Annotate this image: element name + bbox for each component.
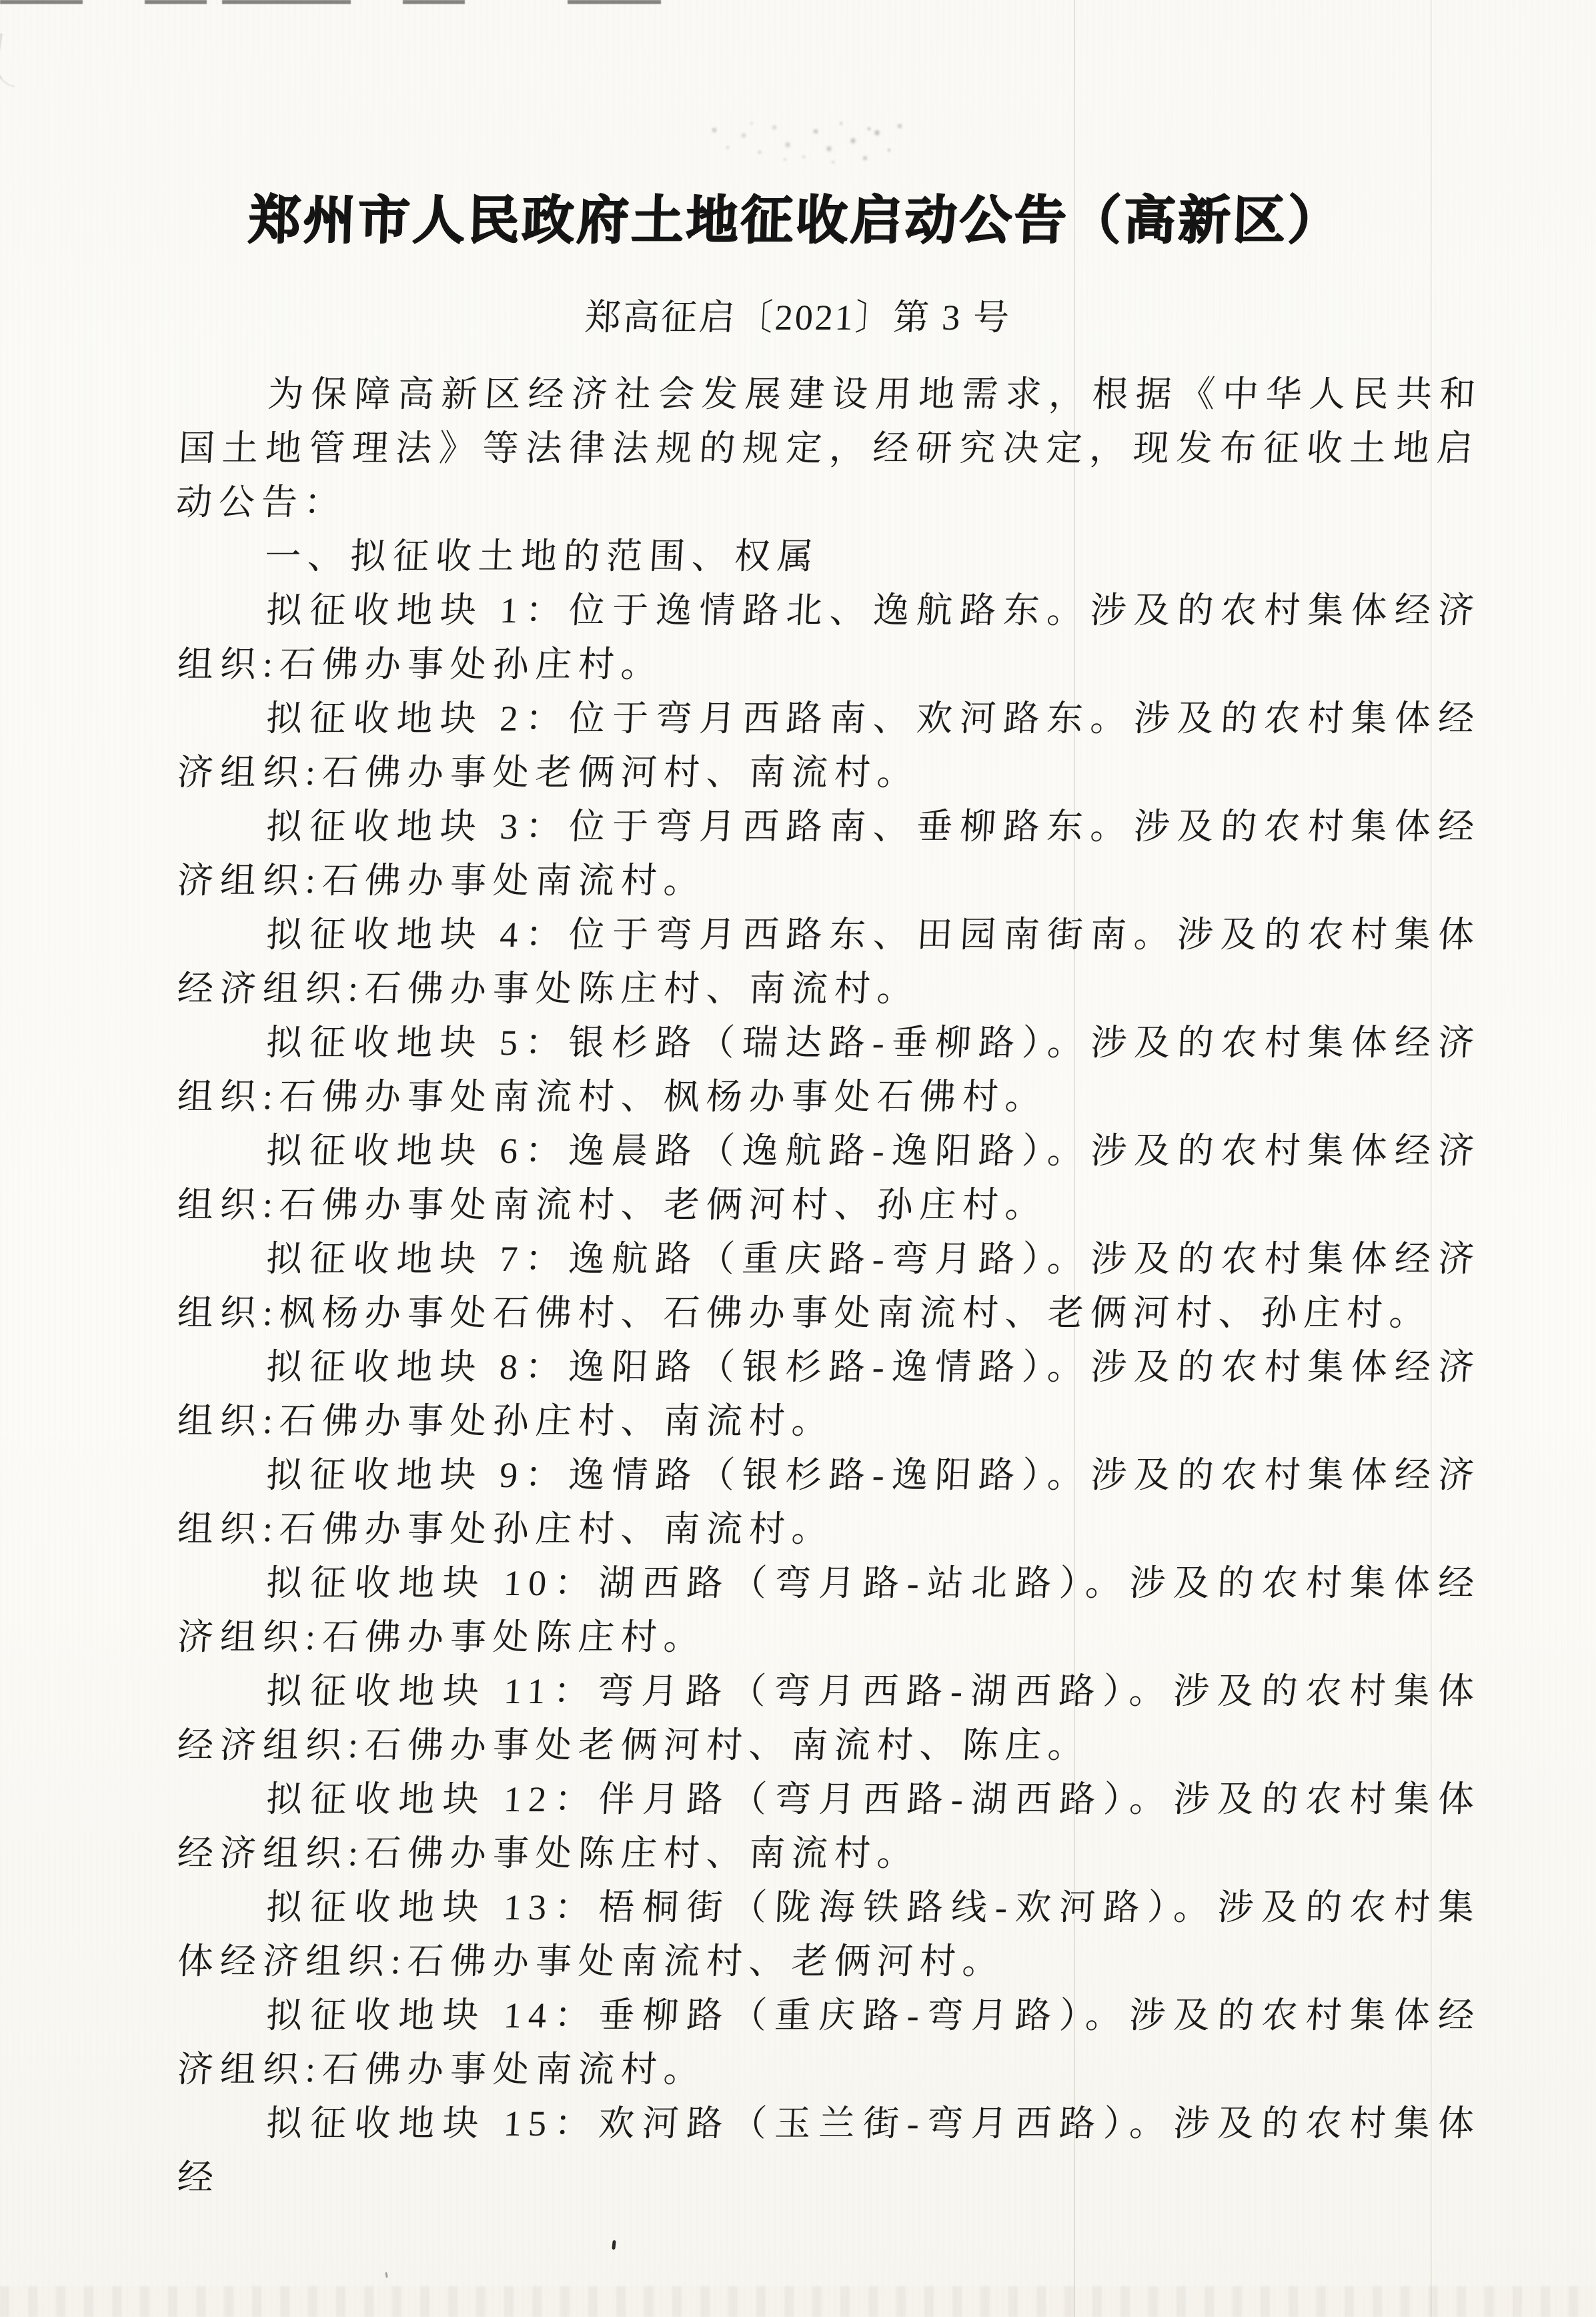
scan-speck bbox=[385, 2272, 387, 2278]
land-block-paragraph: 拟征收地块 7：逸航路（重庆路-弯月路）。涉及的农村集体经济组织:枫杨办事处石佛村、石佛办事处南流村、老俩河村、孙庄村。 bbox=[176, 1239, 1482, 1333]
land-block-paragraph: 拟征收地块 2：位于弯月西路南、欢河路东。涉及的农村集体经济组织:石佛办事处老俩河村、南流村。 bbox=[176, 699, 1482, 793]
land-block-paragraph: 拟征收地块 1：位于逸情路北、逸航路东。涉及的农村集体经济组织:石佛办事处孙庄村。 bbox=[176, 590, 1482, 684]
land-block-paragraph: 拟征收地块 9：逸情路（银杉路-逸阳路）。涉及的农村集体经济组织:石佛办事处孙庄村、南流村。 bbox=[176, 1455, 1482, 1549]
land-block-paragraph: 拟征收地块 10：湖西路（弯月路-站北路）。涉及的农村集体经济组织:石佛办事处陈庄村。 bbox=[176, 1563, 1482, 1657]
scan-bottom-band bbox=[0, 2286, 1596, 2317]
land-block-paragraph: 拟征收地块 12：伴月路（弯月西路-湖西路）。涉及的农村集体经济组织:石佛办事处陈庄村、南流村。 bbox=[176, 1779, 1482, 1873]
section-heading: 一、拟征收土地的范围、权属 bbox=[263, 536, 821, 576]
land-block-paragraph: 拟征收地块 5：银杉路（瑞达路-垂柳路）。涉及的农村集体经济组织:石佛办事处南流村、枫杨办事处石佛村。 bbox=[176, 1023, 1482, 1117]
land-block-paragraph: 拟征收地块 3：位于弯月西路南、垂柳路东。涉及的农村集体经济组织:石佛办事处南流村。 bbox=[176, 807, 1482, 901]
land-block-paragraph: 拟征收地块 11：弯月路（弯月西路-湖西路）。涉及的农村集体经济组织:石佛办事处老俩河村、南流村、陈庄。 bbox=[176, 1671, 1482, 1765]
land-block-list bbox=[176, 584, 1482, 2205]
land-block-paragraph: 拟征收地块 6：逸晨路（逸航路-逸阳路）。涉及的农村集体经济组织:石佛办事处南流村、老俩河村、孙庄村。 bbox=[176, 1131, 1482, 1225]
land-block-paragraph: 拟征收地块 4：位于弯月西路东、田园南街南。涉及的农村集体经济组织:石佛办事处陈庄村、南流村。 bbox=[176, 915, 1482, 1009]
announcement-body bbox=[175, 368, 1483, 2205]
intro-paragraph: 为保障高新区经济社会发展建设用地需求，根据《中华人民共和国土地管理法》等法律法规的规定，经研究决定，现发布征收土地启动公告： bbox=[175, 374, 1483, 522]
land-block-paragraph: 拟征收地块 14：垂柳路（重庆路-弯月路）。涉及的农村集体经济组织:石佛办事处南流村。 bbox=[176, 1995, 1482, 2090]
document-number: 郑高征启〔2021〕第 3 号 bbox=[584, 298, 1012, 338]
land-block-paragraph: 拟征收地块 13：梧桐街（陇海铁路线-欢河路）。涉及的农村集体经济组织:石佛办事处南流村、老俩河村。 bbox=[176, 1887, 1482, 1981]
scan-speck bbox=[612, 2240, 616, 2250]
land-block-paragraph: 拟征收地块 15：欢河路（玉兰街-弯月西路）。涉及的农村集体经 bbox=[176, 2104, 1482, 2198]
land-block-paragraph: 拟征收地块 8：逸阳路（银杉路-逸情路）。涉及的农村集体经济组织:石佛办事处孙庄村、南流村。 bbox=[176, 1347, 1482, 1441]
document-title: 郑州市人民政府土地征收启动公告（高新区） bbox=[247, 191, 1343, 250]
